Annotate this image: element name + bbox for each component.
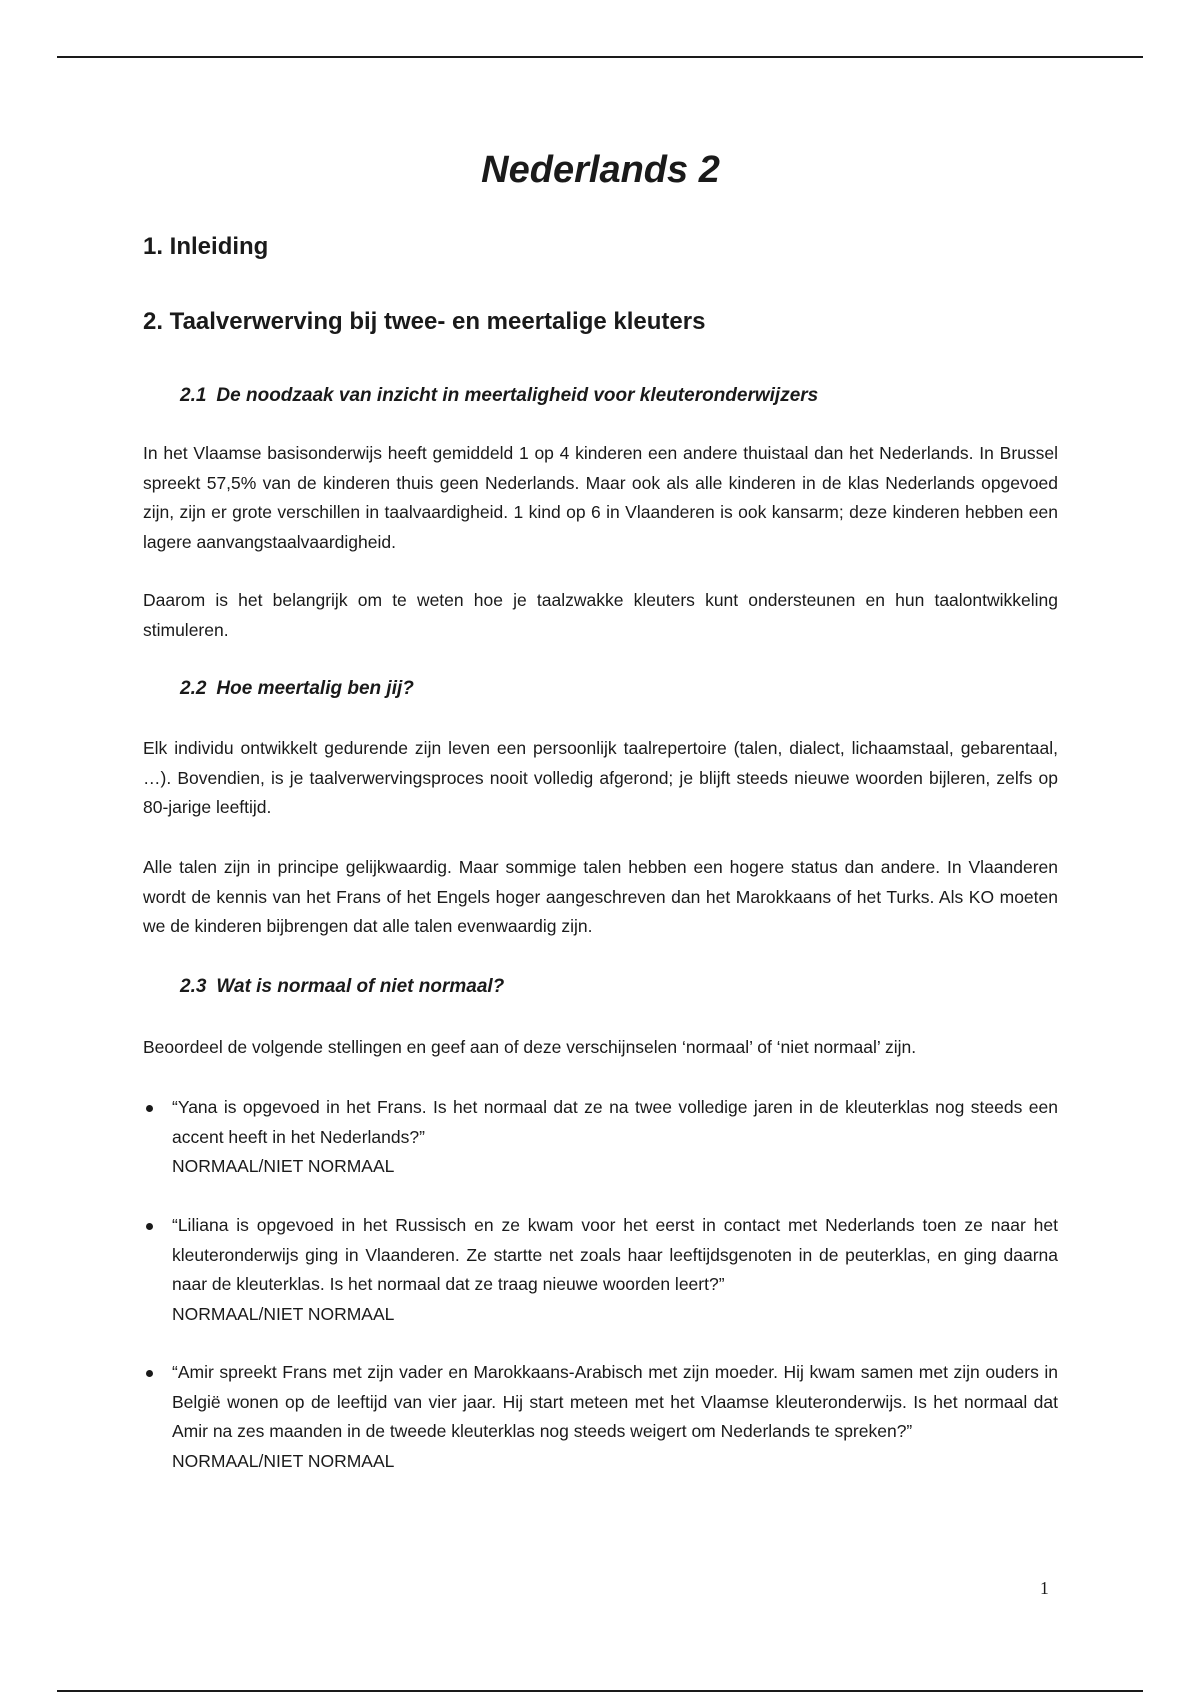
paragraph: Elk individu ontwikkelt gedurende zijn leven een persoonlijk taalrepertoire (talen, dialect, lichaamstaal, gebarentaal, …). Bovendien, is je taalverwervingsproces nooit volledig afgerond; je blijft steeds nieuwe woorden bijleren, zelfs op 80-jarige leeftijd. [143,738,1058,817]
statement-text: “Yana is opgevoed in het Frans. Is het normaal dat ze na twee volledige jaren in de kleuterklas nog steeds een accent heeft in het Nederlands?” [172,1097,1058,1147]
statement-text: “Amir spreekt Frans met zijn vader en Marokkaans-Arabisch met zijn moeder. Hij kwam samen met zijn ouders in België wonen op de leeftijd van vier jaar. Hij start meteen met het Vlaamse kleuteronderwijs. Is het normaal dat Amir na zes maanden in de tweede kleuterklas nog steeds weigert om Nederlands te spreken?” [172,1362,1058,1441]
section-2-2-heading [180,675,414,703]
list-item [143,1358,1058,1476]
section-1-heading: 1. Inleiding [143,233,269,260]
section-2-3-heading [180,973,504,1001]
answer-option: NORMAAL/NIET NORMAAL [172,1450,395,1471]
answer-option: NORMAAL/NIET NORMAAL [172,1156,395,1176]
bullet-icon [146,1223,153,1230]
paragraph: In het Vlaamse basisonderwijs heeft gemiddeld 1 op 4 kinderen een andere thuistaal dan het Nederlands. In Brussel spreekt 57,5% van de kinderen thuis geen Nederlands. Maar ook als alle kinderen in de klas Nederlands opgevoed zijn, zijn er grote verschillen in taalvaardigheid. 1 kind op 6 in Vlaanderen is ook kansarm; deze kinderen hebben een lagere aanvangstaalvaardigheid. [143,443,1058,552]
statement-text: “Liliana is opgevoed in het Russisch en ze kwam voor het eerst in contact met Nederlands toen ze naar het kleuteronderwijs ging in Vlaanderen. Ze startte net zoals haar leeftijdsgenoten in de peuterklas, en ging daarna naar de kleuterklas. Is het normaal dat ze traag nieuwe woorden leert?” [172,1215,1058,1294]
section-2-2-number: 2.2 [180,678,207,699]
list-item [143,1093,1058,1182]
section-2-1-title: De noodzaak van inzicht in meertaligheid voor kleuteronderwijzers [216,385,819,406]
answer-option: NORMAAL/NIET NORMAAL [172,1303,395,1324]
paragraph-intro: Beoordeel de volgende stellingen en geef aan of deze verschijnselen ‘normaal’ of ‘niet normaal’ zijn. [143,1037,917,1057]
section-2-2-title: Hoe meertalig ben jij? [216,678,414,699]
section-2-3-number: 2.3 [180,976,207,997]
section-2-heading: 2. Taalverwerving bij twee- en meertalige kleuters [143,308,706,335]
bullet-icon [146,1105,153,1112]
list-item [143,1211,1058,1329]
header-rule [57,56,1143,58]
paragraph: Alle talen zijn in principe gelijkwaardig. Maar sommige talen hebben een hogere status dan andere. In Vlaanderen wordt de kennis van het Frans of het Engels hoger aangeschreven dan het Marokkaans of het Turks. Als KO moeten we de kinderen bijbrengen dat alle talen evenwaardig zijn. [143,857,1058,936]
section-2-3-title: Wat is normaal of niet normaal? [216,976,505,997]
section-2-1-heading [180,382,818,410]
footer-rule [57,1690,1143,1692]
document-title: Nederlands 2 [481,149,720,191]
paragraph: Daarom is het belangrijk om te weten hoe je taalzwakke kleuters kunt ondersteunen en hun taalontwikkeling stimuleren. [143,590,1058,640]
bullet-icon [146,1370,153,1377]
section-2-1-number: 2.1 [180,385,207,406]
page-number: 1 [1040,1578,1049,1598]
